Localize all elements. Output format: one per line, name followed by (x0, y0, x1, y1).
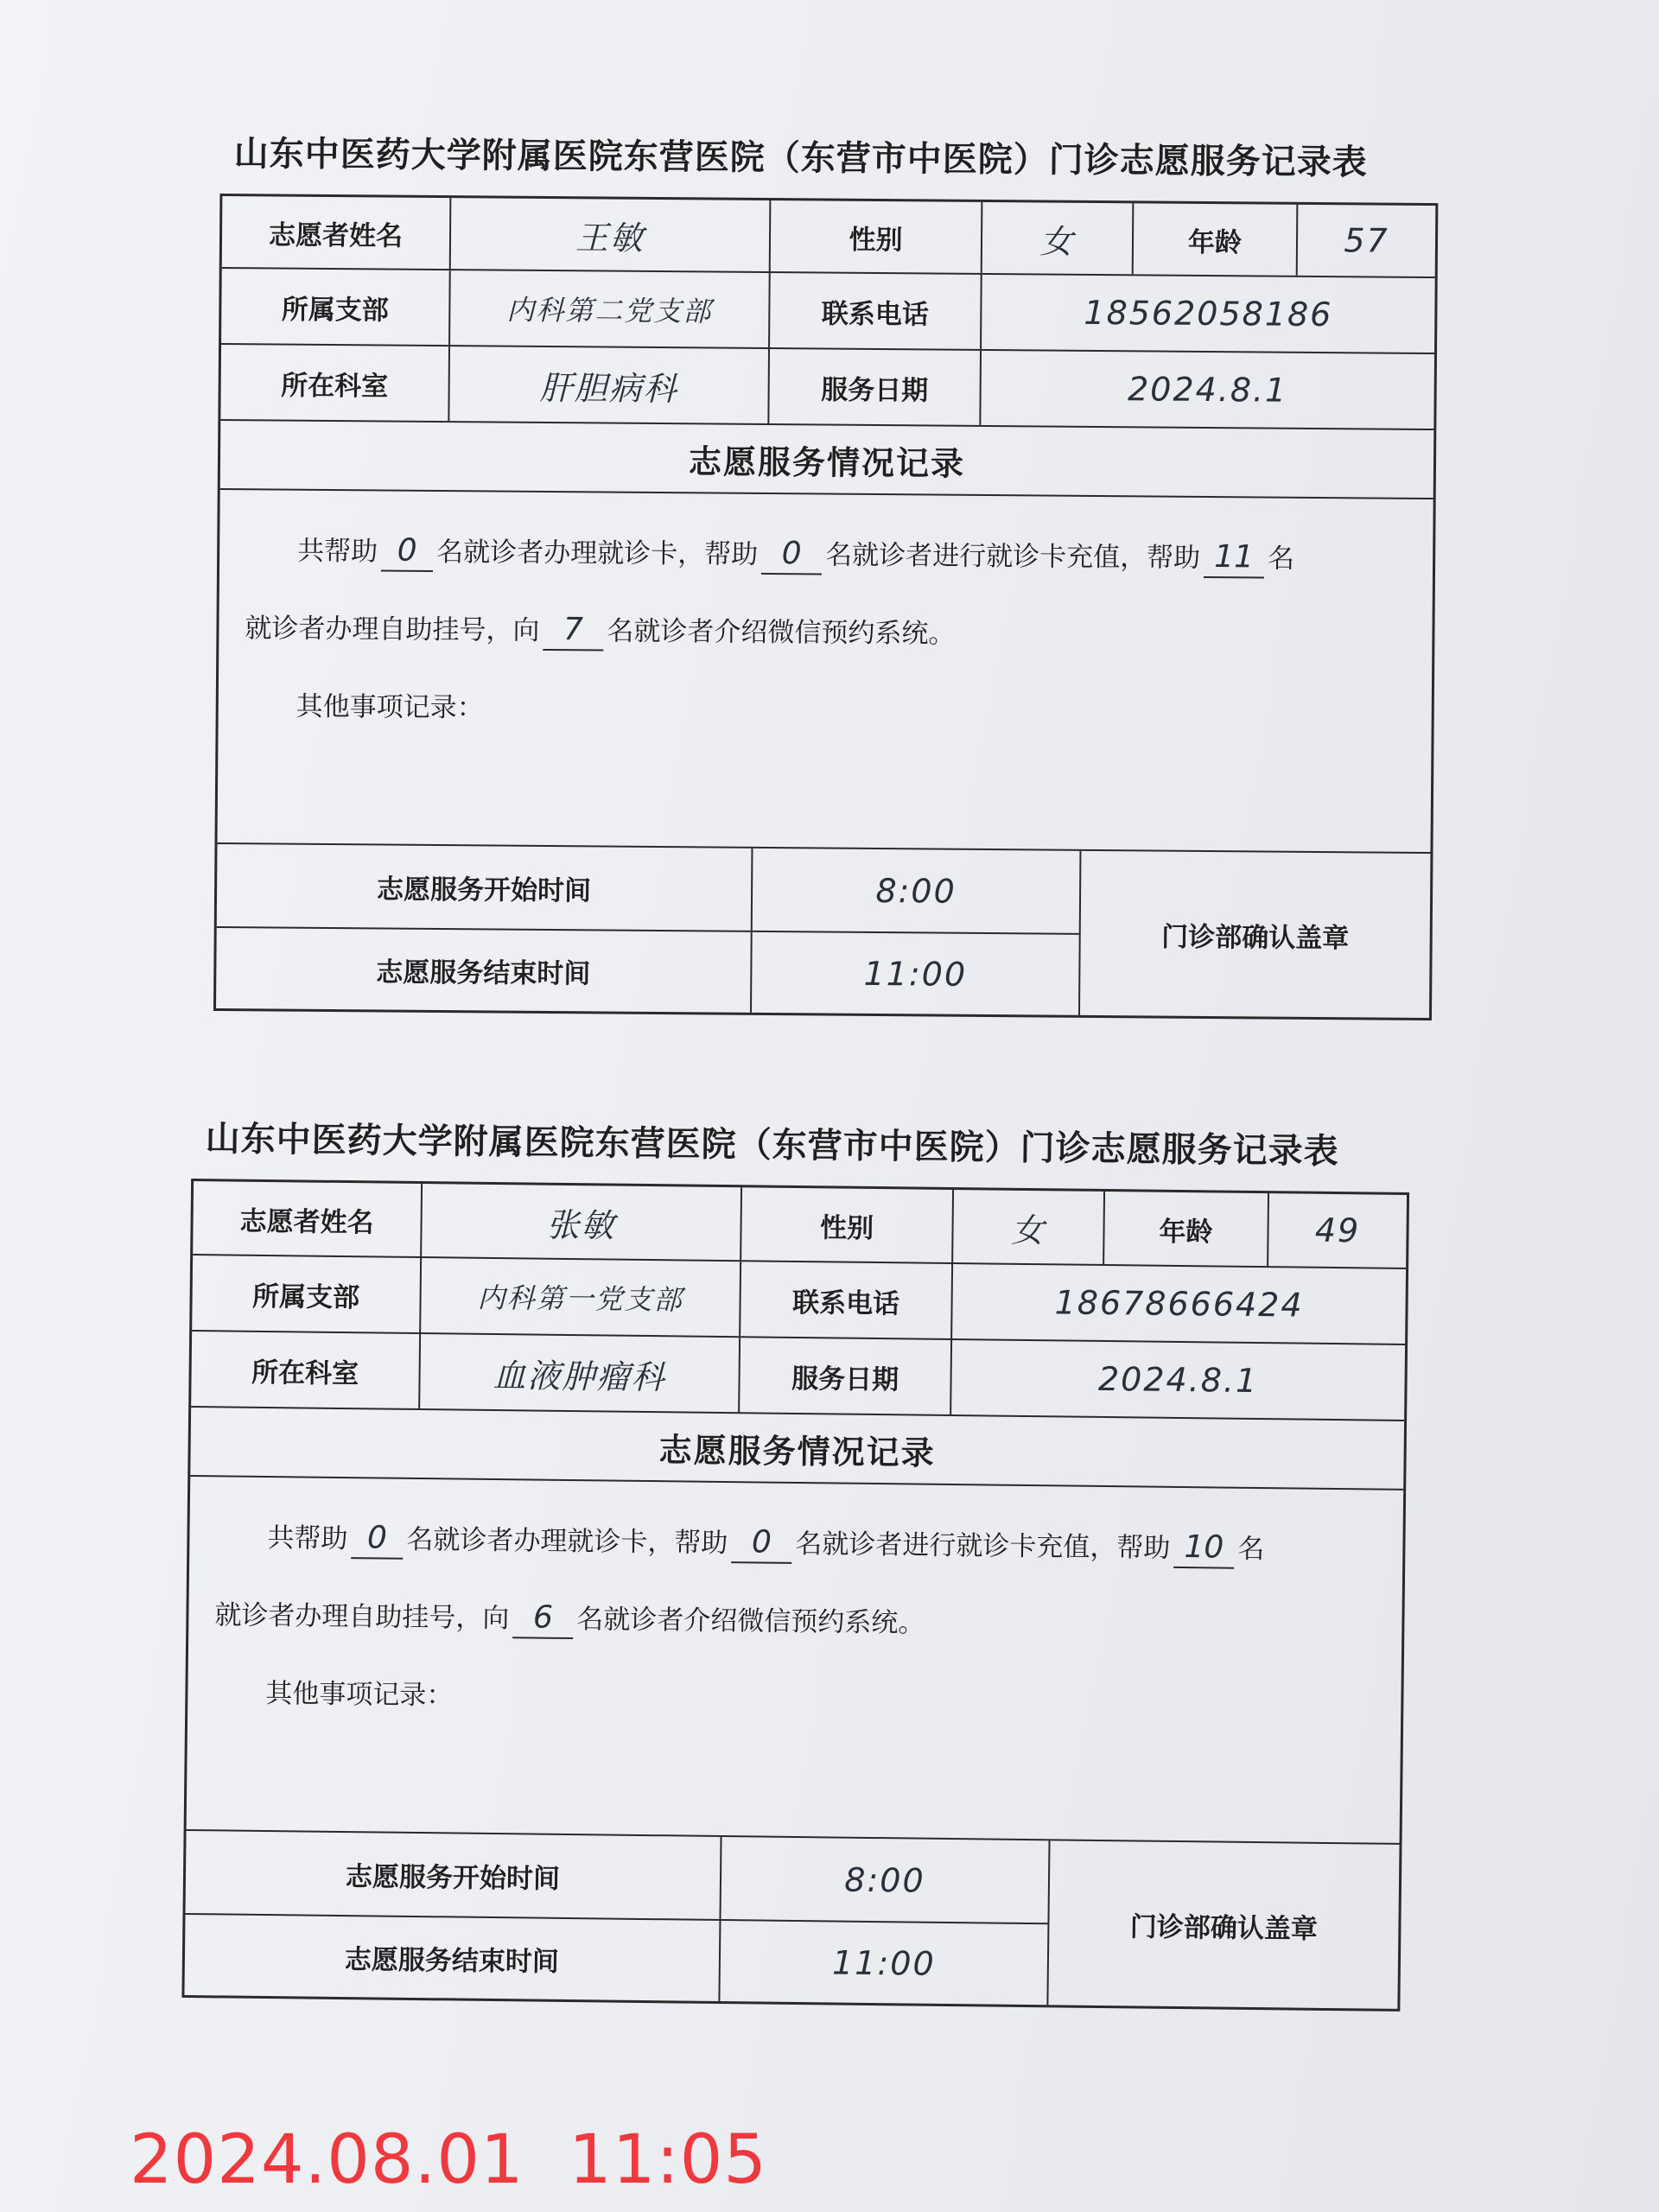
start-time-label: 志愿服务开始时间 (186, 1831, 722, 1919)
end-time-label: 志愿服务结束时间 (216, 928, 753, 1013)
record-line-1 (215, 1511, 1377, 1602)
record-text: 就诊者办理自助挂号，向 (245, 613, 540, 646)
date-value: 2024.8.1 (1097, 1359, 1259, 1401)
record-text: 共帮助 (297, 535, 378, 568)
record-table (213, 194, 1438, 1020)
record-text: 名 (1267, 543, 1295, 575)
record-text: 名就诊者介绍微信预约系统。 (607, 615, 956, 650)
branch-value: 内科第二党支部 (450, 270, 771, 347)
name-value: 王敏 (451, 198, 772, 271)
branch-label: 所属支部 (192, 1255, 422, 1332)
date-label: 服务日期 (740, 1338, 952, 1414)
age-value: 57 (1344, 221, 1389, 260)
start-time-value: 8:00 (875, 871, 957, 911)
end-time-row (216, 926, 1079, 1015)
age-label: 年龄 (1104, 1192, 1269, 1266)
date-label: 服务日期 (769, 349, 982, 425)
branch-label: 所属支部 (221, 269, 451, 345)
dept-value: 血液肿瘤科 (420, 1334, 741, 1412)
start-time-label: 志愿服务开始时间 (217, 844, 753, 931)
table-row (221, 269, 1435, 354)
gender-label: 性别 (741, 1187, 954, 1262)
start-time-row (186, 1831, 1049, 1923)
register-count: 10 (1173, 1529, 1235, 1569)
record-line-1 (245, 524, 1408, 612)
phone-value: 18678666424 (1054, 1283, 1304, 1325)
phone-label: 联系电话 (770, 273, 982, 349)
photo-timestamp: 2024.08.01 11:05 (130, 2121, 767, 2199)
record-text: 名就诊者进行就诊卡充值，帮助 (795, 1528, 1171, 1564)
record-text: 就诊者办理自助挂号，向 (214, 1599, 510, 1635)
end-time-row (184, 1913, 1047, 2005)
time-cells (184, 1831, 1050, 2005)
record-text: 名就诊者进行就诊卡充值，帮助 (825, 539, 1201, 574)
time-block (216, 844, 1430, 1018)
name-label: 志愿者姓名 (193, 1181, 423, 1256)
gender-value: 女 (953, 1190, 1105, 1264)
other-notes-label: 其他事项记录： (296, 690, 484, 724)
start-time-value: 8:00 (844, 1860, 925, 1900)
service-record (218, 490, 1433, 854)
wechat-count: 7 (543, 611, 603, 652)
table-row (192, 1255, 1406, 1345)
record-text: 共帮助 (267, 1522, 348, 1555)
time-block (184, 1831, 1399, 2009)
dept-label: 所在科室 (220, 345, 450, 421)
end-time-value: 11:00 (831, 1942, 936, 1983)
card-count: 0 (381, 531, 433, 571)
record-text: 名就诊者办理就诊卡，帮助 (406, 1523, 728, 1560)
record-text: 名 (1237, 1533, 1265, 1566)
end-time-label: 志愿服务结束时间 (184, 1915, 721, 2001)
volunteer-record-form-1 (213, 130, 1439, 1020)
stamp-label: 门诊部确认盖章 (1129, 1910, 1319, 1945)
name-value: 张敏 (422, 1184, 742, 1260)
wechat-count: 6 (512, 1599, 574, 1639)
table-row (191, 1332, 1405, 1421)
phone-label: 联系电话 (741, 1262, 953, 1338)
card-count: 0 (351, 1519, 404, 1560)
record-text: 名就诊者介绍微信预约系统。 (576, 1604, 925, 1639)
name-label: 志愿者姓名 (222, 196, 452, 269)
table-row (222, 196, 1436, 278)
service-record (187, 1477, 1404, 1845)
stamp-label: 门诊部确认盖章 (1161, 921, 1350, 954)
recharge-count: 0 (731, 1523, 792, 1564)
age-label: 年龄 (1134, 203, 1299, 275)
form-title: 山东中医药大学附属医院东营医院（东营市中医院）门诊志愿服务记录表 (205, 1118, 1339, 1173)
table-row (220, 345, 1434, 430)
time-cells (216, 844, 1081, 1015)
dept-value: 肝胆病科 (449, 346, 770, 423)
record-text: 名就诊者办理就诊卡，帮助 (436, 536, 759, 570)
recharge-count: 0 (761, 535, 822, 575)
section-heading: 志愿服务情况记录 (190, 1408, 1404, 1491)
age-value: 49 (1314, 1211, 1361, 1250)
gender-value: 女 (982, 202, 1135, 274)
start-time-row (217, 844, 1080, 933)
record-line-2 (245, 602, 1407, 690)
section-heading: 志愿服务情况记录 (220, 421, 1434, 499)
form-title: 山东中医药大学附属医院东营医院（东营市中医院）门诊志愿服务记录表 (233, 133, 1368, 183)
table-row (193, 1181, 1407, 1269)
gender-label: 性别 (771, 200, 983, 273)
end-time-value: 11:00 (863, 954, 968, 994)
other-notes-label: 其他事项记录： (265, 1678, 454, 1712)
branch-value: 内科第一党支部 (421, 1258, 741, 1336)
date-value: 2024.8.1 (1127, 370, 1288, 410)
record-table (181, 1179, 1409, 2012)
dept-label: 所在科室 (191, 1332, 421, 1408)
register-count: 11 (1204, 538, 1264, 579)
volunteer-record-form-2 (181, 1115, 1410, 2012)
phone-value: 18562058186 (1084, 293, 1333, 334)
record-line-2 (214, 1589, 1376, 1680)
